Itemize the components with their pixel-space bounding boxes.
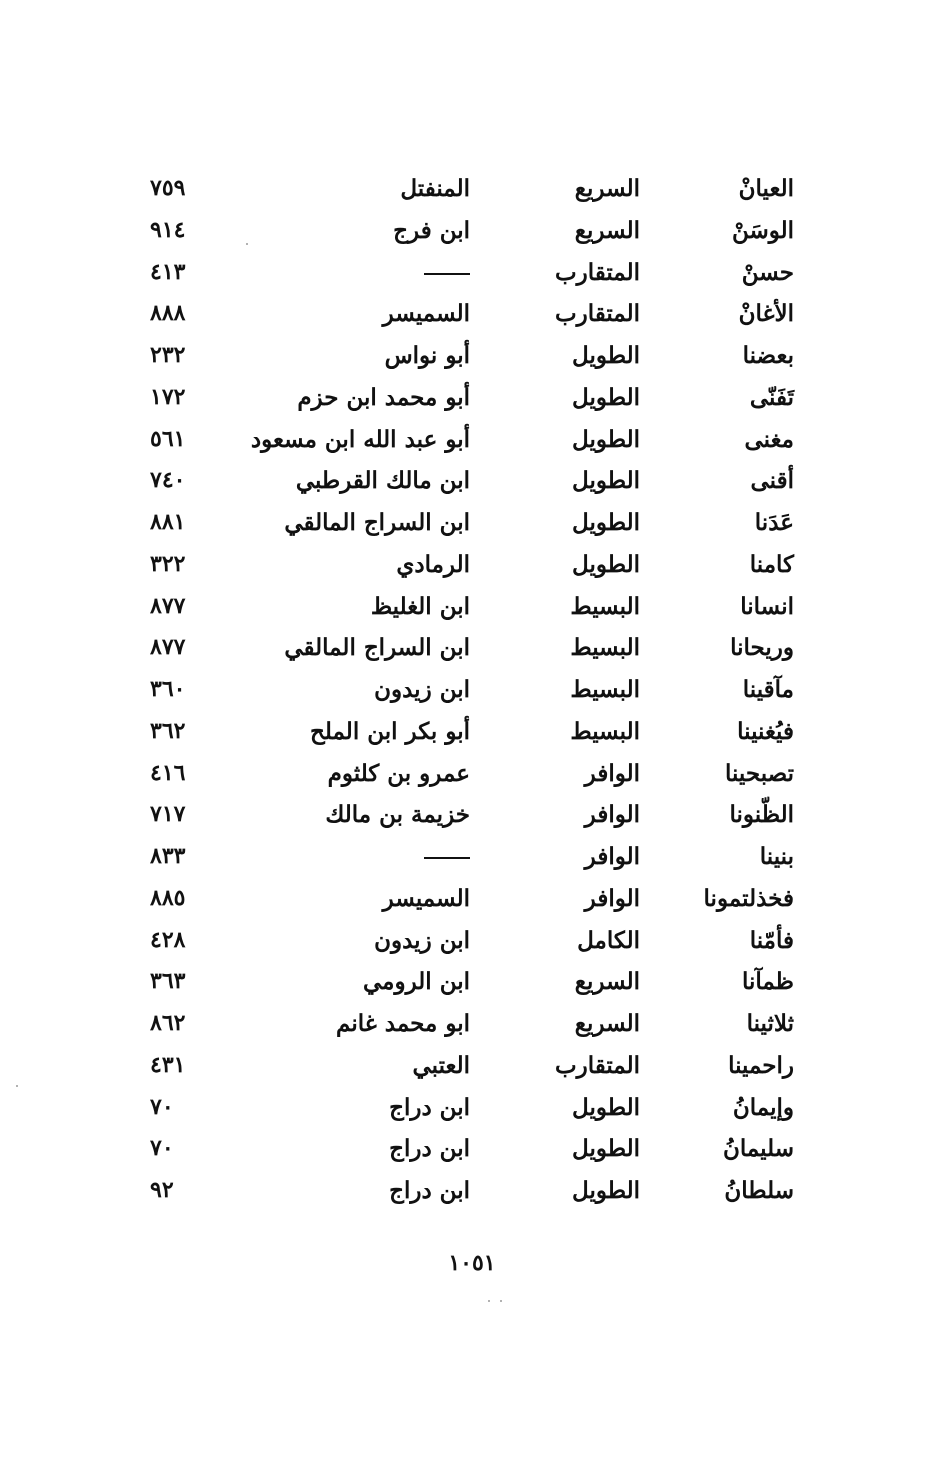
index-row bbox=[140, 293, 800, 335]
meter: الطويل bbox=[572, 1177, 640, 1204]
page-ref: ٥٦١ bbox=[150, 425, 186, 452]
rhyme-word: مغنى bbox=[744, 425, 794, 453]
meter: الطويل bbox=[572, 383, 640, 411]
rhyme-word: فأمّنا bbox=[749, 926, 794, 954]
page-ref: ٣٦٠ bbox=[150, 676, 186, 702]
page-ref: ٨٧٧ bbox=[150, 592, 186, 619]
rhyme-word: تصبحينا bbox=[724, 759, 794, 787]
rhyme-word: الوسَنْ bbox=[731, 216, 794, 244]
scan-speck bbox=[488, 1300, 490, 1302]
poet: ابن فرج bbox=[393, 216, 470, 244]
page-ref: ٨٨٥ bbox=[150, 884, 186, 911]
poet: ابن دراج bbox=[389, 1093, 470, 1121]
poet: عمرو بن كلثوم bbox=[327, 759, 470, 787]
rhyme-word: وريحانا bbox=[730, 634, 794, 662]
meter: الوافر bbox=[584, 843, 640, 870]
meter: السريع bbox=[574, 216, 640, 244]
rhyme-word: وإيمانُ bbox=[732, 1093, 794, 1121]
page-ref: ٨٦٢ bbox=[150, 1010, 186, 1036]
scan-speck bbox=[246, 243, 248, 245]
index-row bbox=[140, 586, 800, 628]
meter: المتقارب bbox=[554, 258, 640, 286]
poet: أبو عبد الله ابن مسعود bbox=[250, 425, 470, 453]
page-ref: ٤٢٨ bbox=[150, 926, 186, 953]
page-ref: ٢٣٢ bbox=[150, 342, 186, 368]
poet: ابو محمد غانم bbox=[336, 1010, 470, 1037]
poet: المنفتل bbox=[400, 175, 470, 202]
poet: ابن الغليظ bbox=[370, 592, 470, 620]
poet: الرمادي bbox=[396, 550, 470, 578]
meter: السريع bbox=[574, 968, 640, 996]
index-row bbox=[140, 168, 800, 210]
index-row bbox=[140, 1087, 800, 1129]
meter: الطويل bbox=[572, 425, 640, 453]
scan-speck bbox=[16, 1085, 18, 1087]
poet: ابن دراج bbox=[389, 1135, 470, 1163]
meter: الوافر bbox=[584, 759, 640, 787]
poet: أبو بكر ابن الملح bbox=[310, 717, 470, 745]
poet-unknown-dash bbox=[230, 252, 470, 294]
poet: السميسر bbox=[382, 300, 470, 328]
meter: الطويل bbox=[572, 550, 640, 578]
page-ref: ٨٣٣ bbox=[150, 843, 186, 869]
poet: ابن زيدون bbox=[374, 676, 470, 703]
index-row bbox=[140, 836, 800, 878]
meter: الوافر bbox=[584, 801, 640, 829]
meter: الطويل bbox=[572, 1135, 640, 1163]
rhyme-word: سلطانُ bbox=[724, 1177, 794, 1204]
poet: أبو محمد ابن حزم bbox=[297, 383, 470, 411]
page-ref: ٧٠ bbox=[150, 1135, 174, 1162]
meter: السريع bbox=[574, 1010, 640, 1037]
scan-speck bbox=[500, 1300, 502, 1302]
page-ref: ٧٤٠ bbox=[150, 467, 186, 494]
rhyme-word: عَدَنا bbox=[754, 509, 794, 536]
index-row bbox=[140, 544, 800, 586]
index-row bbox=[140, 1170, 800, 1212]
rhyme-word: سليمانُ bbox=[722, 1135, 794, 1163]
page-ref: ٣٦٢ bbox=[150, 717, 186, 744]
page-ref: ٧٠ bbox=[150, 1093, 174, 1120]
rhyme-word: ظمآنا bbox=[741, 968, 794, 996]
page-ref: ٧١٧ bbox=[150, 801, 186, 828]
index-row bbox=[140, 627, 800, 669]
poet: أبو نواس bbox=[384, 342, 470, 369]
rhyme-word: مآقينا bbox=[742, 676, 794, 703]
page-ref: ١٧٢ bbox=[150, 383, 186, 410]
meter: الطويل bbox=[572, 1093, 640, 1121]
rhyme-word: فيُغنينا bbox=[737, 717, 794, 745]
page-ref: ٤١٦ bbox=[150, 759, 186, 786]
page-ref: ٨٨١ bbox=[150, 509, 186, 535]
poet-unknown-dash bbox=[230, 836, 470, 878]
page-ref: ٩١٤ bbox=[150, 216, 186, 243]
meter: البسيط bbox=[570, 676, 640, 703]
index-row bbox=[140, 335, 800, 377]
meter: الكامل bbox=[577, 926, 640, 954]
index-row bbox=[140, 878, 800, 920]
index-row bbox=[140, 920, 800, 962]
meter: الطويل bbox=[572, 467, 640, 495]
rhyme-word: حسنْ bbox=[741, 258, 794, 286]
rhyme-word: تَفَنّى bbox=[749, 383, 794, 411]
index-row bbox=[140, 753, 800, 795]
rhyme-word: بنينا bbox=[759, 843, 794, 870]
index-row bbox=[140, 460, 800, 502]
rhyme-word: أقنى bbox=[750, 467, 794, 495]
rhyme-word: فخذلتمونا bbox=[703, 884, 794, 912]
page-ref: ٣٦٣ bbox=[150, 968, 186, 995]
rhyme-word: كامنا bbox=[749, 550, 794, 578]
meter: المتقارب bbox=[554, 1051, 640, 1079]
index-row bbox=[140, 377, 800, 419]
poet: ابن السراج المالقي bbox=[284, 509, 470, 536]
page-number: ١٠٥١ bbox=[448, 1250, 496, 1276]
poet: ابن السراج المالقي bbox=[284, 634, 470, 662]
poet: ابن الرومي bbox=[363, 968, 470, 996]
page-ref: ٨٧٧ bbox=[150, 634, 186, 661]
index-row bbox=[140, 1045, 800, 1087]
poet: خزيمة بن مالك bbox=[325, 801, 470, 829]
rhyme-word: ثلاثينا bbox=[746, 1010, 794, 1037]
meter: السريع bbox=[574, 175, 640, 202]
index-row bbox=[140, 1003, 800, 1045]
index-row bbox=[140, 419, 800, 461]
poet: العتبي bbox=[412, 1051, 470, 1079]
poet: السميسر bbox=[382, 884, 470, 912]
index-row bbox=[140, 961, 800, 1003]
meter: الوافر bbox=[584, 884, 640, 912]
rhyme-word: الظّنونا bbox=[729, 801, 794, 829]
index-row bbox=[140, 794, 800, 836]
rhyme-word: راحمينا bbox=[728, 1051, 794, 1079]
poet: ابن دراج bbox=[389, 1177, 470, 1204]
meter: الطويل bbox=[572, 342, 640, 369]
rhyme-word: العيانْ bbox=[738, 175, 794, 202]
rhyme-word: بعضنا bbox=[742, 342, 794, 369]
page-ref: ٣٢٢ bbox=[150, 550, 186, 577]
page-ref: ٤٣١ bbox=[150, 1051, 186, 1078]
index-row bbox=[140, 252, 800, 294]
poetry-index-table bbox=[140, 168, 800, 1212]
page-ref: ٧٥٩ bbox=[150, 175, 186, 201]
meter: المتقارب bbox=[554, 300, 640, 328]
page-ref: ٨٨٨ bbox=[150, 300, 186, 327]
meter: البسيط bbox=[570, 717, 640, 745]
index-row bbox=[140, 669, 800, 711]
rhyme-word: انسانا bbox=[740, 592, 794, 620]
page-ref: ٤١٣ bbox=[150, 258, 186, 285]
meter: البسيط bbox=[570, 592, 640, 620]
index-row bbox=[140, 1128, 800, 1170]
index-row bbox=[140, 210, 800, 252]
page-ref: ٩٢ bbox=[150, 1177, 174, 1203]
poet: ابن مالك القرطبي bbox=[295, 467, 470, 495]
rhyme-word: الأغانْ bbox=[738, 300, 794, 328]
meter: الطويل bbox=[572, 509, 640, 536]
meter: البسيط bbox=[570, 634, 640, 662]
poet: ابن زيدون bbox=[374, 926, 470, 954]
index-row bbox=[140, 711, 800, 753]
index-row bbox=[140, 502, 800, 544]
